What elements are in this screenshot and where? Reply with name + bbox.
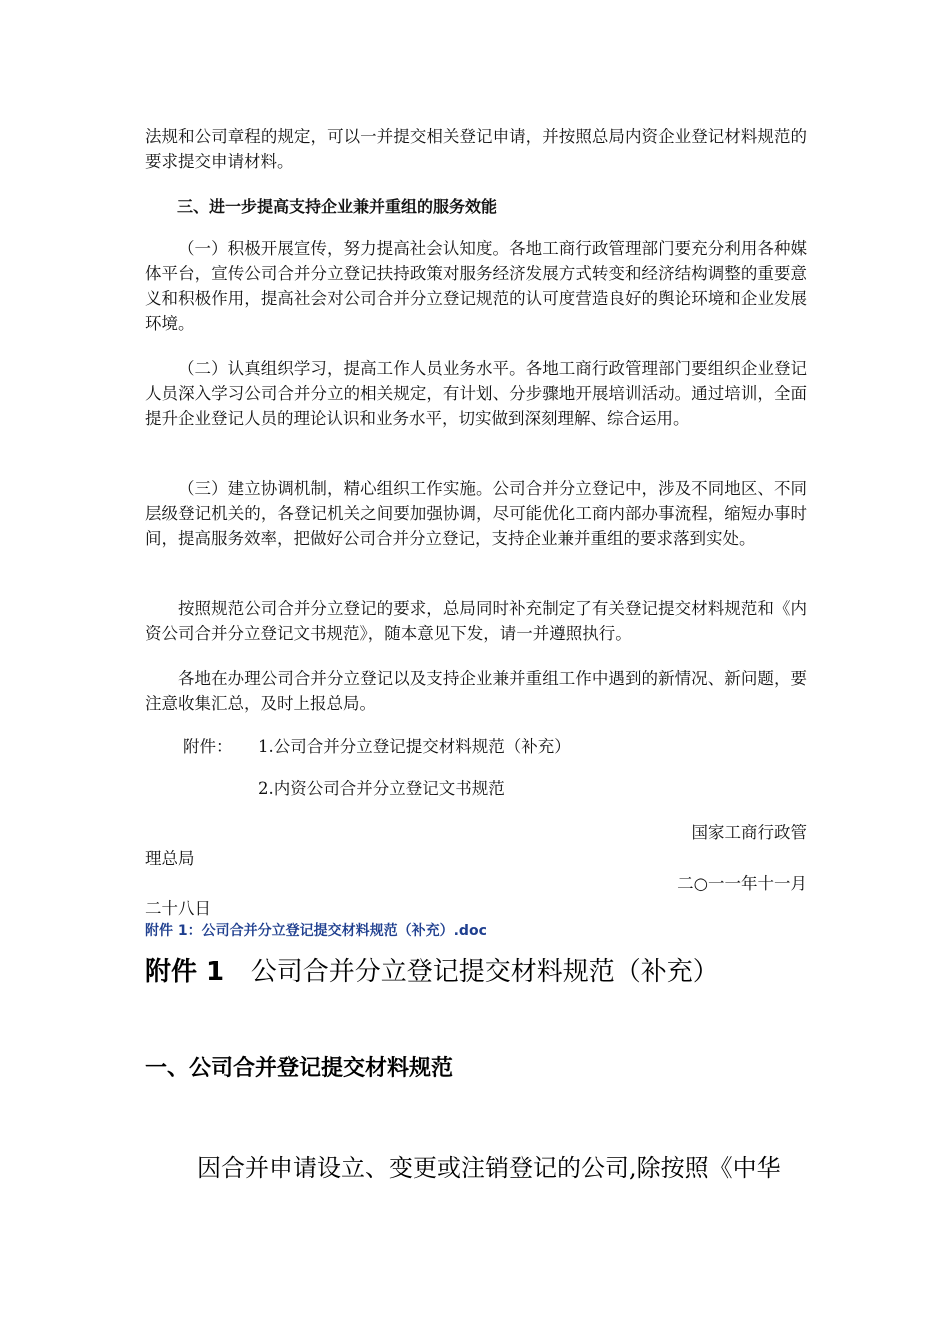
attachment-item-1: 1.公司合并分立登记提交材料规范（补充） <box>258 737 571 756</box>
attachment-item-2: 2.内资公司合并分立登记文书规范 <box>258 779 505 798</box>
attachments-label: 附件： <box>183 737 233 756</box>
signature-date-line1: 二○一一年十一月 <box>677 874 807 893</box>
section-title: 一、公司合并登记提交材料规范 <box>145 1056 454 1081</box>
paragraph-training <box>145 356 807 431</box>
paragraph-report <box>145 666 807 716</box>
paragraph-norms <box>145 596 807 646</box>
paragraph-coordination <box>145 476 807 551</box>
paragraph-text: （二）认真组织学习，提高工作人员业务水平。各地工商行政管理部门要组织企业登记人员深入学习公司合并分立的相关规定，有计划、分步骤地开展培训活动。通过培训，全面提升企业登记人员的理论认识和业务水平，切实做到深刻理解、综合运用。 <box>145 359 807 428</box>
signature-org-line2: 理总局 <box>145 849 195 868</box>
paragraph-text: （三）建立协调机制，精心组织工作实施。公司合并分立登记中，涉及不同地区、不同层级登记机关的，各登记机关之间要加强协调，尽可能优化工商内部办事流程，缩短办事时间，提高服务效率，把做好公司合并分立登记，支持企业兼并重组的要求落到实处。 <box>145 479 807 548</box>
attachment-title <box>145 952 719 992</box>
body-start-line: 因合并申请设立、变更或注销登记的公司,除按照《中华 <box>197 1154 781 1182</box>
paragraph-text: 各地在办理公司合并分立登记以及支持企业兼并重组工作中遇到的新情况、新问题，要注意收集汇总，及时上报总局。 <box>145 669 807 713</box>
paragraph-continuation <box>145 124 807 174</box>
paragraph-text: 按照规范公司合并分立登记的要求，总局同时补充制定了有关登记提交材料规范和《内资公司合并分立登记文书规范》，随本意见下发，请一并遵照执行。 <box>145 599 807 643</box>
attachment-file-link[interactable]: 附件 1：公司合并分立登记提交材料规范（补充）.doc <box>145 923 487 939</box>
heading-text: 三、进一步提高支持企业兼并重组的服务效能 <box>177 197 498 216</box>
section-heading-3 <box>145 194 807 219</box>
attachment-title-text: 公司合并分立登记提交材料规范（补充） <box>250 957 719 987</box>
signature-org-line1: 国家工商行政管 <box>691 823 807 842</box>
paragraph-publicity <box>145 236 807 336</box>
attachment-title-prefix: 附件 1 <box>145 957 225 987</box>
paragraph-text: 法规和公司章程的规定，可以一并提交相关登记申请，并按照总局内资企业登记材料规范的要求提交申请材料。 <box>145 127 807 171</box>
body-start-text <box>145 1150 781 1186</box>
signature-date-line2: 二十八日 <box>145 899 211 918</box>
paragraph-text: （一）积极开展宣传，努力提高社会认知度。各地工商行政管理部门要充分利用各种媒体平台，宣传公司合并分立登记扶持政策对服务经济发展方式转变和经济结构调整的重要意义和积极作用，提高社会对公司合并分立登记规范的认可度营造良好的舆论环境和企业发展环境。 <box>145 239 807 333</box>
